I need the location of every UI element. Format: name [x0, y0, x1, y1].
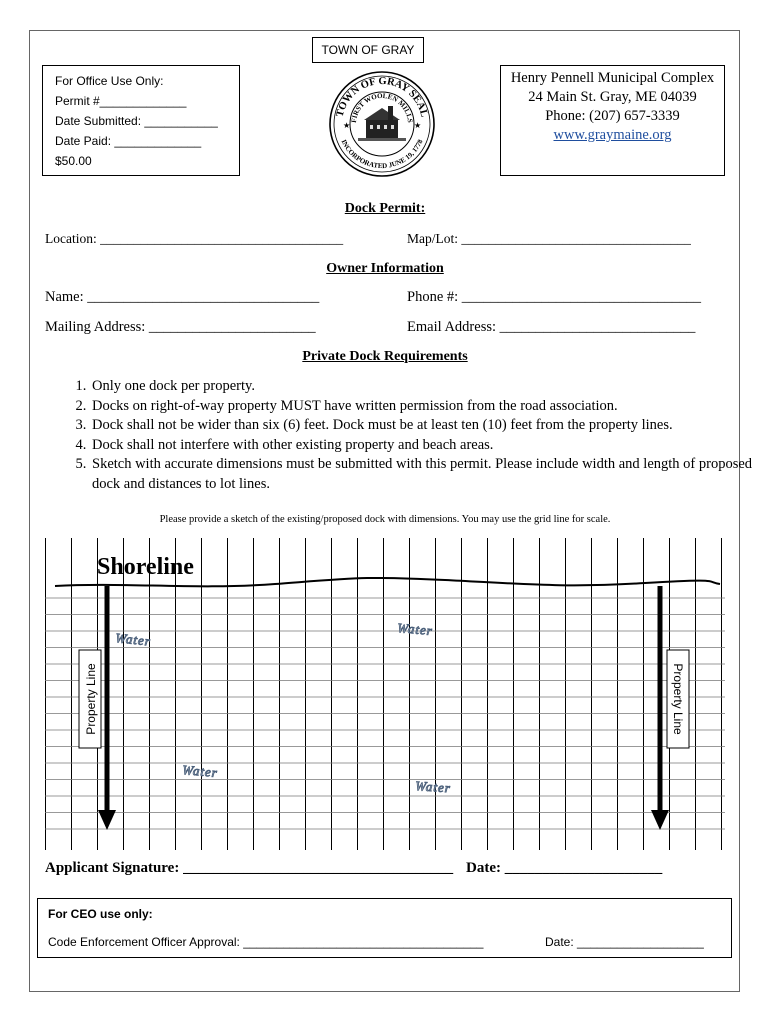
email-address-field[interactable]: Email Address: ___________________________ [407, 319, 696, 335]
town-label: TOWN OF GRAY [312, 37, 424, 63]
permit-title: Dock Permit: [344, 201, 426, 216]
office-use-box [42, 65, 240, 176]
right-property-line-label: Property Line [671, 663, 685, 735]
water-label: Water [414, 778, 452, 796]
permit-number-field: Permit #_____________ [55, 94, 187, 108]
ceo-date-field[interactable]: Date: ___________________ [545, 935, 704, 949]
applicant-signature-field[interactable]: Applicant Signature: ____________________________________ [45, 860, 454, 876]
municipal-address: 24 Main St. Gray, ME 04039 [528, 89, 697, 105]
seal-bottom-text: INCORPORATED JUNE 19, 1778 [339, 138, 425, 171]
town-seal [328, 70, 436, 178]
phone-field[interactable]: Phone #: _________________________________ [407, 289, 702, 305]
water-label: Water [396, 620, 434, 639]
seal-outer-text: TOWN OF GRAY SEAL [334, 75, 430, 119]
water-label: Water [181, 762, 219, 781]
ceo-title: For CEO use only: [48, 907, 153, 921]
sketch-grid[interactable] [45, 538, 725, 850]
seal-star-right-icon: ★ [414, 121, 422, 130]
requirement-item: 1. Only one dock per property. [90, 377, 760, 397]
left-property-line-label: Property Line [84, 663, 98, 735]
signature-date-field[interactable]: Date: _____________________ [466, 860, 663, 876]
shoreline-label: Shoreline [97, 554, 194, 580]
requirements-title: Private Dock Requirements [302, 349, 468, 364]
requirement-item: 5. Sketch with accurate dimensions must be submitted with this permit. Please include width and length of proposed dock and distances to lot lines. [90, 455, 760, 494]
seal-inner-text: FIRST WOOLEN MILLS [349, 91, 415, 124]
requirements-list [60, 377, 760, 494]
owner-info-title: Owner Information [326, 261, 444, 276]
requirement-item: 2. Docks on right-of-way property MUST have written permission from the road association. [90, 397, 760, 417]
map-lot-field[interactable]: Map/Lot: __________________________________ [407, 231, 691, 246]
municipal-name: Henry Pennell Municipal Complex [510, 70, 715, 86]
location-field[interactable]: Location: ____________________________________ [45, 231, 344, 246]
requirement-item: 4. Dock shall not interfere with other existing property and beach areas. [90, 436, 760, 456]
municipal-website-link[interactable]: www.graymaine.org [553, 127, 672, 143]
seal-star-left-icon: ★ [343, 121, 351, 130]
right-arrow-icon [651, 810, 669, 830]
ceo-use-box [37, 898, 732, 958]
sketch-instructions: Please provide a sketch of the existing/proposed dock with dimensions. You may use the grid line for scale. [159, 514, 611, 525]
date-submitted-field: Date Submitted: ___________ [55, 114, 218, 128]
municipal-info-box [500, 65, 725, 176]
municipal-phone: Phone: (207) 657-3339 [545, 108, 680, 124]
mill-building-icon [358, 106, 406, 141]
left-arrow-icon [98, 810, 116, 830]
office-use-title: For Office Use Only: [55, 74, 164, 88]
requirement-item: 3. Dock shall not be wider than six (6) feet. Dock must be at least ten (10) feet from the property lines. [90, 416, 760, 436]
fee-amount: $50.00 [55, 154, 92, 168]
ceo-approval-field[interactable]: Code Enforcement Officer Approval: ____________________________________ [48, 935, 484, 949]
mailing-address-field[interactable]: Mailing Address: _______________________ [45, 319, 316, 335]
date-paid-field: Date Paid: _____________ [55, 134, 202, 148]
name-field[interactable]: Name: ________________________________ [45, 289, 320, 305]
water-label: Water [114, 630, 152, 649]
